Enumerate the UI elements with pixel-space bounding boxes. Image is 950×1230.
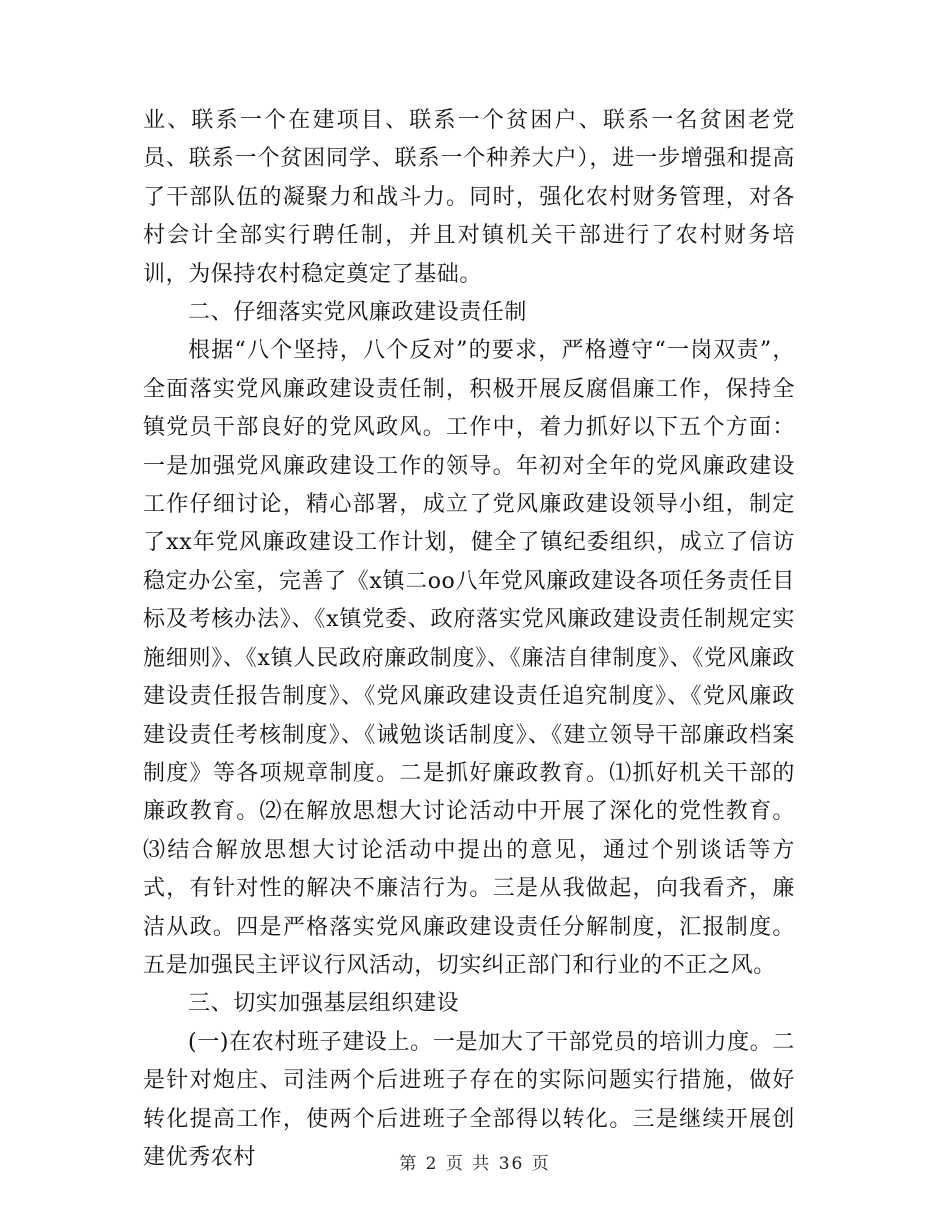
section-heading-3: 三、切实加强基层组织建设 xyxy=(188,991,460,1017)
paragraph-continuation: 业、联系一个在建项目、联系一个贫困户、联系一名贫困老党员、联系一个贫困同学、联系一个种养大户），进一步增强和提高了干部队伍的凝聚力和战斗力。同时，强化农村财务管理，对各村会计全部实行聘任制，并且对镇机关干部进行了农村财务培训，为保持农村稳定奠定了基础。 xyxy=(143,108,795,287)
document-page xyxy=(143,102,795,1177)
page-number-footer: 第 2 页 共 36 页 xyxy=(399,1154,551,1174)
paragraph-body: (一)在农村班子建设上。一是加大了干部党员的培训力度。二是针对炮庄、司洼两个后进班子存在的实际问题实行措施，做好转化提高工作，使两个后进班子全部得以转化。三是继续开展创建优秀农村 xyxy=(143,1029,795,1170)
paragraph-body: 根据“八个坚持，八个反对”的要求，严格遵守“一岗双责”，全面落实党风廉政建设责任制，积极开展反腐倡廉工作，保持全镇党员干部良好的党风政风。工作中，着力抓好以下五个方面：一是加强党风廉政建设工作的领导。年初对全年的党风廉政建设工作仔细讨论，精心部署，成立了党风廉政建设领导小组，制定了xx年党风廉政建设工作计划，健全了镇纪委组织，成立了信访稳定办公室，完善了《x镇二oo八年党风廉政建设各项任务责任目标及考核办法》、《x镇党委、政府落实党风廉政建设责任制规定实施细则》、《x镇人民政府廉政制度》、《廉洁自律制度》、《党风廉政建设责任报告制度》、《党风廉政建设责任追究制度》、《党风廉政建设责任考核制度》、《诫勉谈话制度》、《建立领导干部廉政档案制度》等各项规章制度。二是抓好廉政教育。⑴抓好机关干部的廉政教育。⑵在解放思想大讨论活动中开展了深化的党性教育。⑶结合解放思想大讨论活动中提出的意见，通过个别谈话等方式，有针对性的解决不廉洁行为。三是从我做起，向我看齐，廉洁从政。四是严格落实党风廉政建设责任分解制度，汇报制度。五是加强民主评议行风活动，切实纠正部门和行业的不正之风。 xyxy=(143,338,795,978)
section-heading-2: 二、仔细落实党风廉政建设责任制 xyxy=(188,300,528,326)
